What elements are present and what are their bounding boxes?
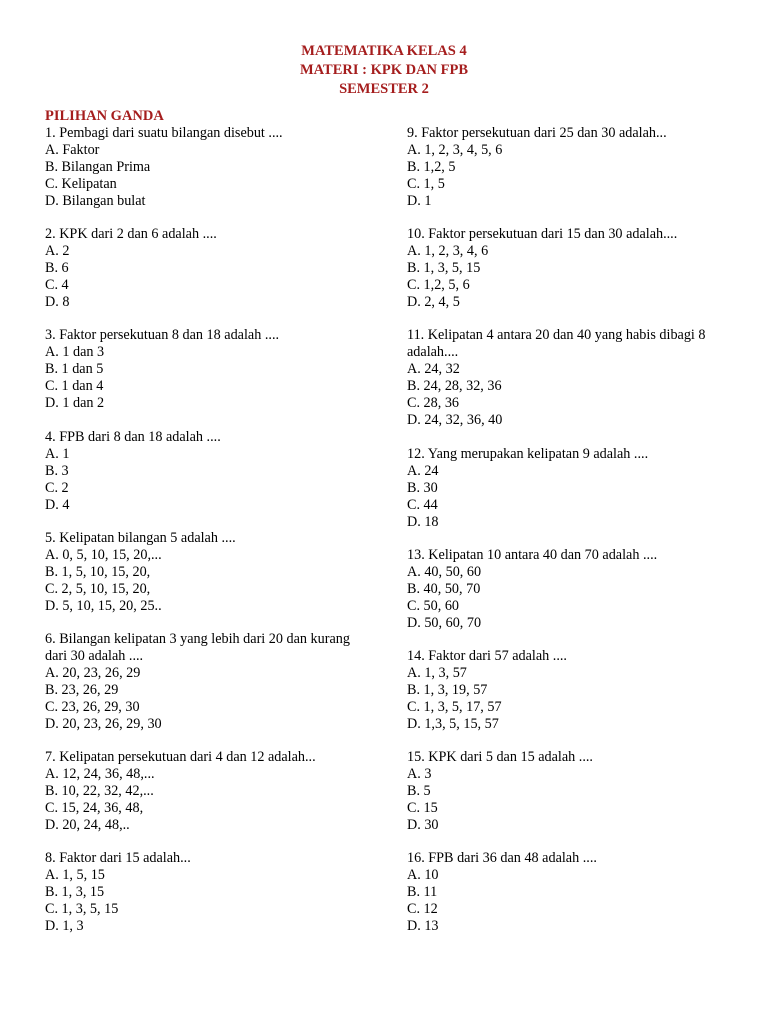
- option-a: A. 24: [407, 462, 439, 479]
- option-b: B. 3: [45, 462, 69, 479]
- option-c: C. 2, 5, 10, 15, 20,: [45, 580, 151, 597]
- option-d: D. 8: [45, 293, 70, 310]
- question-4: [45, 429, 375, 514]
- question-text: 13. Kelipatan 10 antara 40 dan 70 adalah ....: [407, 547, 658, 563]
- option-d: D. 20, 24, 48,..: [45, 816, 130, 833]
- option-d: D. 1 dan 2: [45, 394, 105, 411]
- question-8: [45, 850, 375, 935]
- question-text: 6. Bilangan kelipatan 3 yang lebih dari 20 dan kurang dari 30 adalah ....: [45, 631, 350, 664]
- option-c: C. 1, 3, 5, 15: [45, 900, 119, 917]
- option-a: A. 1 dan 3: [45, 343, 105, 360]
- option-a: A. 1: [45, 445, 70, 462]
- option-d: D. 13: [407, 917, 439, 934]
- question-10: [407, 226, 737, 311]
- question-13: [407, 547, 737, 632]
- question-16: [407, 850, 737, 935]
- option-a: A. 1, 2, 3, 4, 6: [407, 242, 489, 259]
- question-11: [407, 327, 737, 428]
- option-a: A. Faktor: [45, 141, 100, 158]
- option-c: C. 50, 60: [407, 597, 460, 614]
- question-text: 10. Faktor persekutuan dari 15 dan 30 adalah....: [407, 226, 678, 242]
- option-c: C. 1,2, 5, 6: [407, 276, 470, 293]
- question-text: 4. FPB dari 8 dan 18 adalah ....: [45, 429, 221, 445]
- question-1: [45, 125, 375, 210]
- question-text: 12. Yang merupakan kelipatan 9 adalah ....: [407, 446, 649, 462]
- option-c: C. 4: [45, 276, 69, 293]
- option-a: A. 40, 50, 60: [407, 563, 482, 580]
- question-text: 11. Kelipatan 4 antara 20 dan 40 yang habis dibagi 8 adalah....: [407, 327, 706, 360]
- option-a: A. 3: [407, 765, 432, 782]
- option-b: B. Bilangan Prima: [45, 158, 151, 175]
- option-d: D. 20, 23, 26, 29, 30: [45, 715, 162, 732]
- question-text: 7. Kelipatan persekutuan dari 4 dan 12 adalah...: [45, 749, 316, 765]
- header-title: MATEMATIKA KELAS 4: [301, 43, 467, 59]
- option-a: A. 24, 32: [407, 360, 460, 377]
- option-d: D. 5, 10, 15, 20, 25..: [45, 597, 162, 614]
- option-b: B. 5: [407, 782, 431, 799]
- option-c: C. 23, 26, 29, 30: [45, 698, 140, 715]
- option-d: D. 4: [45, 496, 70, 513]
- option-c: C. 15, 24, 36, 48,: [45, 799, 144, 816]
- question-text: 1. Pembagi dari suatu bilangan disebut ....: [45, 125, 283, 141]
- section-title: PILIHAN GANDA: [45, 108, 164, 124]
- question-text: 16. FPB dari 36 dan 48 adalah ....: [407, 850, 597, 866]
- question-text: 14. Faktor dari 57 adalah ....: [407, 648, 567, 664]
- question-3: [45, 327, 375, 412]
- option-a: A. 10: [407, 866, 439, 883]
- question-text: 9. Faktor persekutuan dari 25 dan 30 adalah...: [407, 125, 667, 141]
- option-a: A. 1, 5, 15: [45, 866, 105, 883]
- option-b: B. 10, 22, 32, 42,...: [45, 782, 154, 799]
- question-5: [45, 530, 375, 615]
- option-d: D. 1, 3: [45, 917, 84, 934]
- question-14: [407, 648, 737, 733]
- option-a: A. 1, 3, 57: [407, 664, 467, 681]
- option-b: B. 30: [407, 479, 438, 496]
- option-a: A. 1, 2, 3, 4, 5, 6: [407, 141, 503, 158]
- option-c: C. 28, 36: [407, 394, 460, 411]
- option-d: D. 30: [407, 816, 439, 833]
- option-c: C. 1 dan 4: [45, 377, 104, 394]
- question-text: 15. KPK dari 5 dan 15 adalah ....: [407, 749, 593, 765]
- option-c: C. 1, 5: [407, 175, 445, 192]
- option-d: D. 1: [407, 192, 432, 209]
- question-text: 5. Kelipatan bilangan 5 adalah ....: [45, 530, 236, 546]
- question-12: [407, 446, 737, 531]
- option-d: D. 1,3, 5, 15, 57: [407, 715, 499, 732]
- option-c: C. 12: [407, 900, 438, 917]
- question-9: [407, 125, 737, 210]
- option-a: A. 12, 24, 36, 48,...: [45, 765, 155, 782]
- option-d: D. 18: [407, 513, 439, 530]
- option-a: A. 0, 5, 10, 15, 20,...: [45, 546, 162, 563]
- option-b: B. 1, 3, 19, 57: [407, 681, 488, 698]
- option-a: A. 20, 23, 26, 29: [45, 664, 141, 681]
- option-d: D. 24, 32, 36, 40: [407, 411, 503, 428]
- option-b: B. 11: [407, 883, 438, 900]
- option-b: B. 23, 26, 29: [45, 681, 119, 698]
- option-b: B. 1, 3, 5, 15: [407, 259, 481, 276]
- option-d: D. 50, 60, 70: [407, 614, 482, 631]
- option-a: A. 2: [45, 242, 70, 259]
- option-b: B. 1, 3, 15: [45, 883, 105, 900]
- option-b: B. 1,2, 5: [407, 158, 456, 175]
- document-header: [0, 42, 768, 99]
- option-c: C. Kelipatan: [45, 175, 117, 192]
- question-2: [45, 226, 375, 311]
- option-b: B. 24, 28, 32, 36: [407, 377, 502, 394]
- question-text: 8. Faktor dari 15 adalah...: [45, 850, 191, 866]
- question-7: [45, 749, 375, 834]
- header-subtitle: MATERI : KPK DAN FPB: [299, 62, 469, 78]
- option-b: B. 1, 5, 10, 15, 20,: [45, 563, 151, 580]
- option-d: D. 2, 4, 5: [407, 293, 460, 310]
- option-c: C. 2: [45, 479, 69, 496]
- option-b: B. 1 dan 5: [45, 360, 104, 377]
- option-d: D. Bilangan bulat: [45, 192, 146, 209]
- question-text: 3. Faktor persekutuan 8 dan 18 adalah ....: [45, 327, 280, 343]
- header-semester: SEMESTER 2: [339, 81, 429, 97]
- option-b: B. 6: [45, 259, 69, 276]
- question-text: 2. KPK dari 2 dan 6 adalah ....: [45, 226, 217, 242]
- option-b: B. 40, 50, 70: [407, 580, 481, 597]
- question-15: [407, 749, 737, 834]
- option-c: C. 1, 3, 5, 17, 57: [407, 698, 502, 715]
- question-6: [45, 631, 375, 732]
- option-c: C. 15: [407, 799, 438, 816]
- option-c: C. 44: [407, 496, 438, 513]
